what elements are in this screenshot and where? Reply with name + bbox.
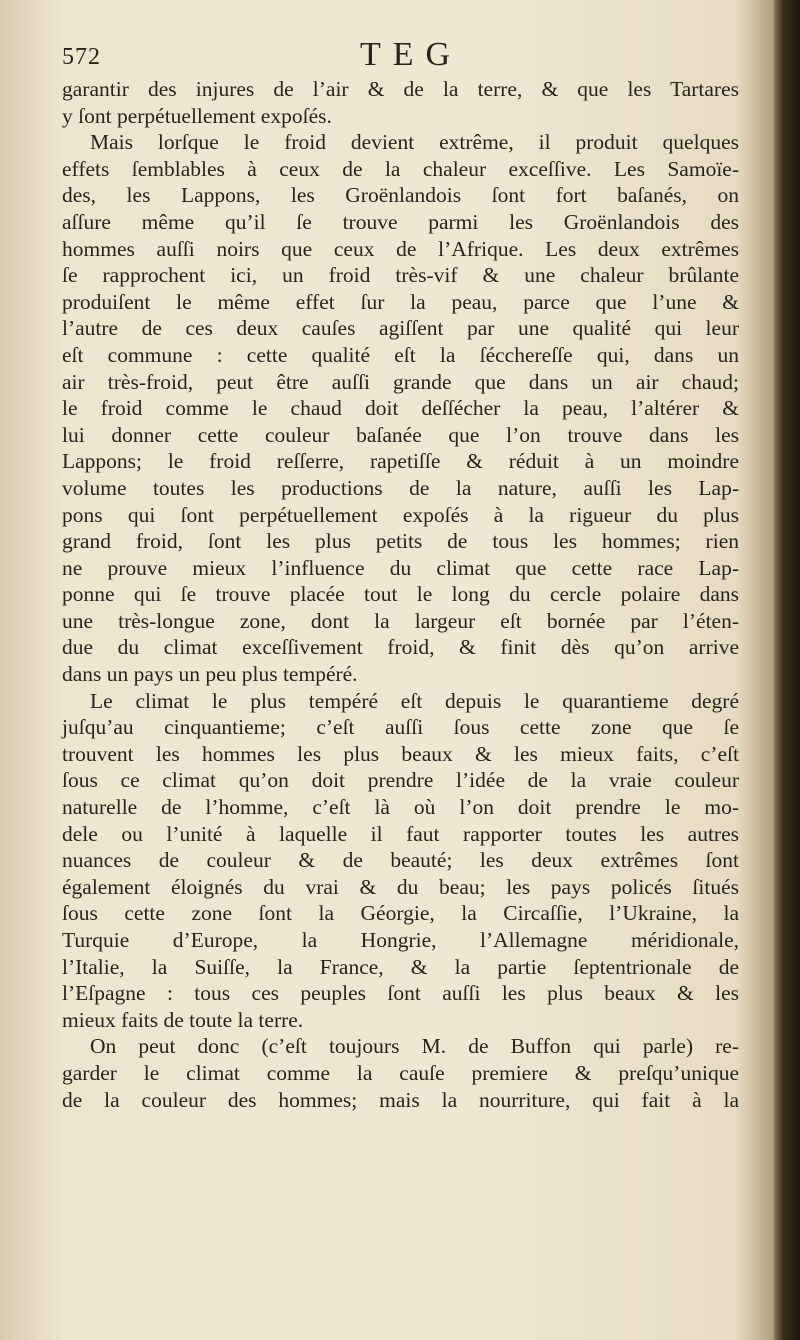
text-line: due du climat exceſſivement froid, & finit dès qu’on arrive (62, 635, 739, 660)
text-line: pons qui ſont perpétuellement expoſés à la rigueur du plus (62, 502, 739, 527)
text-line: Lappons; le froid reſſerre, rapetiſſe & réduit à un moindre (62, 449, 739, 474)
text-line: Le climat le plus tempéré eſt depuis le quarantieme degré (90, 688, 739, 713)
text-line: naturelle de l’homme, c’eſt là où l’on doit prendre le mo- (62, 795, 739, 820)
text-line: juſqu’au cinquantieme; c’eſt auſſi ſous cette zone que ſe (62, 715, 739, 740)
text-line: de la couleur des hommes; mais la nourriture, qui fait à la (62, 1087, 739, 1112)
text-line: ſe rapprochent ici, un froid très-vif & une chaleur brûlante (62, 263, 739, 288)
text-line: lui donner cette couleur baſanée que l’on trouve dans les (62, 422, 739, 447)
text-line: l’Eſpagne : tous ces peuples ſont auſſi les plus beaux & les (62, 981, 739, 1006)
text-line: Turquie d’Europe, la Hongrie, l’Allemagne méridionale, (62, 928, 739, 952)
text-line: Mais lorſque le froid devient extrême, il produit quelques (90, 130, 739, 155)
text-line: le froid comme le chaud doit deſſécher la peau, l’altérer & (62, 396, 739, 421)
text-line: garantir des injures de l’air & de la terre, & que les Tartares (62, 77, 739, 101)
text-line: aſſure même qu’il ſe trouve parmi les Groënlandois des (62, 209, 739, 234)
text-line: l’Italie, la Suiſſe, la France, & la partie ſeptentrionale de (62, 954, 739, 979)
running-head: TEG (360, 36, 463, 73)
text-line: également éloignés du vrai & du beau; les pays policés ſitués (62, 874, 739, 899)
text-line: ponne qui ſe trouve placée tout le long du cercle polaire dans (62, 582, 739, 607)
text-line: ne prouve mieux l’influence du climat que cette race Lap- (62, 555, 739, 580)
text-line: garder le climat comme la cauſe premiere & preſqu’unique (62, 1060, 739, 1085)
text-line: eſt commune : cette qualité eſt la ſécchereſſe qui, dans un (62, 342, 739, 367)
text-line: mieux faits de toute la terre. (62, 1007, 304, 1032)
text-line: ſous cette zone ſont la Géorgie, la Circaſſie, l’Ukraine, la (62, 901, 739, 926)
text-line: produiſent le même effet ſur la peau, parce que l’une & (62, 289, 739, 314)
text-line: y ſont perpétuellement expoſés. (62, 103, 332, 128)
text-line: l’autre de ces deux cauſes agiſſent par une qualité qui leur (62, 316, 739, 341)
text-line: dele ou l’unité à laquelle il faut rapporter toutes les autres (62, 821, 739, 846)
page-edge (774, 0, 800, 1340)
body-text (62, 76, 739, 1113)
text-line: volume toutes les productions de la nature, auſſi les Lap- (62, 475, 739, 500)
page-number: 572 (62, 44, 101, 70)
text-line: On peut donc (c’eſt toujours M. de Buffon qui parle) re- (90, 1034, 739, 1059)
text-line: dans un pays un peu plus tempéré. (62, 662, 358, 687)
text-line: air très-froid, peut être auſſi grande que dans un air chaud; (62, 369, 739, 394)
text-line: grand froid, ſont les plus petits de tous les hommes; rien (62, 529, 739, 554)
text-line: hommes auſſi noirs que ceux de l’Afrique. Les deux extrêmes (62, 236, 739, 261)
text-line: des, les Lappons, les Groënlandois ſont fort baſanés, on (62, 183, 739, 208)
text-line: nuances de couleur & de beauté; les deux extrêmes ſont (62, 848, 739, 873)
text-line: trouvent les hommes les plus beaux & les mieux faits, c’eſt (62, 741, 739, 766)
text-line: effets ſemblables à ceux de la chaleur exceſſive. Les Samoïe- (62, 156, 739, 181)
text-line: ſous ce climat qu’on doit prendre l’idée de la vraie couleur (62, 768, 739, 793)
text-line: une très-longue zone, dont la largeur eſt bornée par l’éten- (62, 608, 739, 633)
page-header (62, 36, 742, 76)
